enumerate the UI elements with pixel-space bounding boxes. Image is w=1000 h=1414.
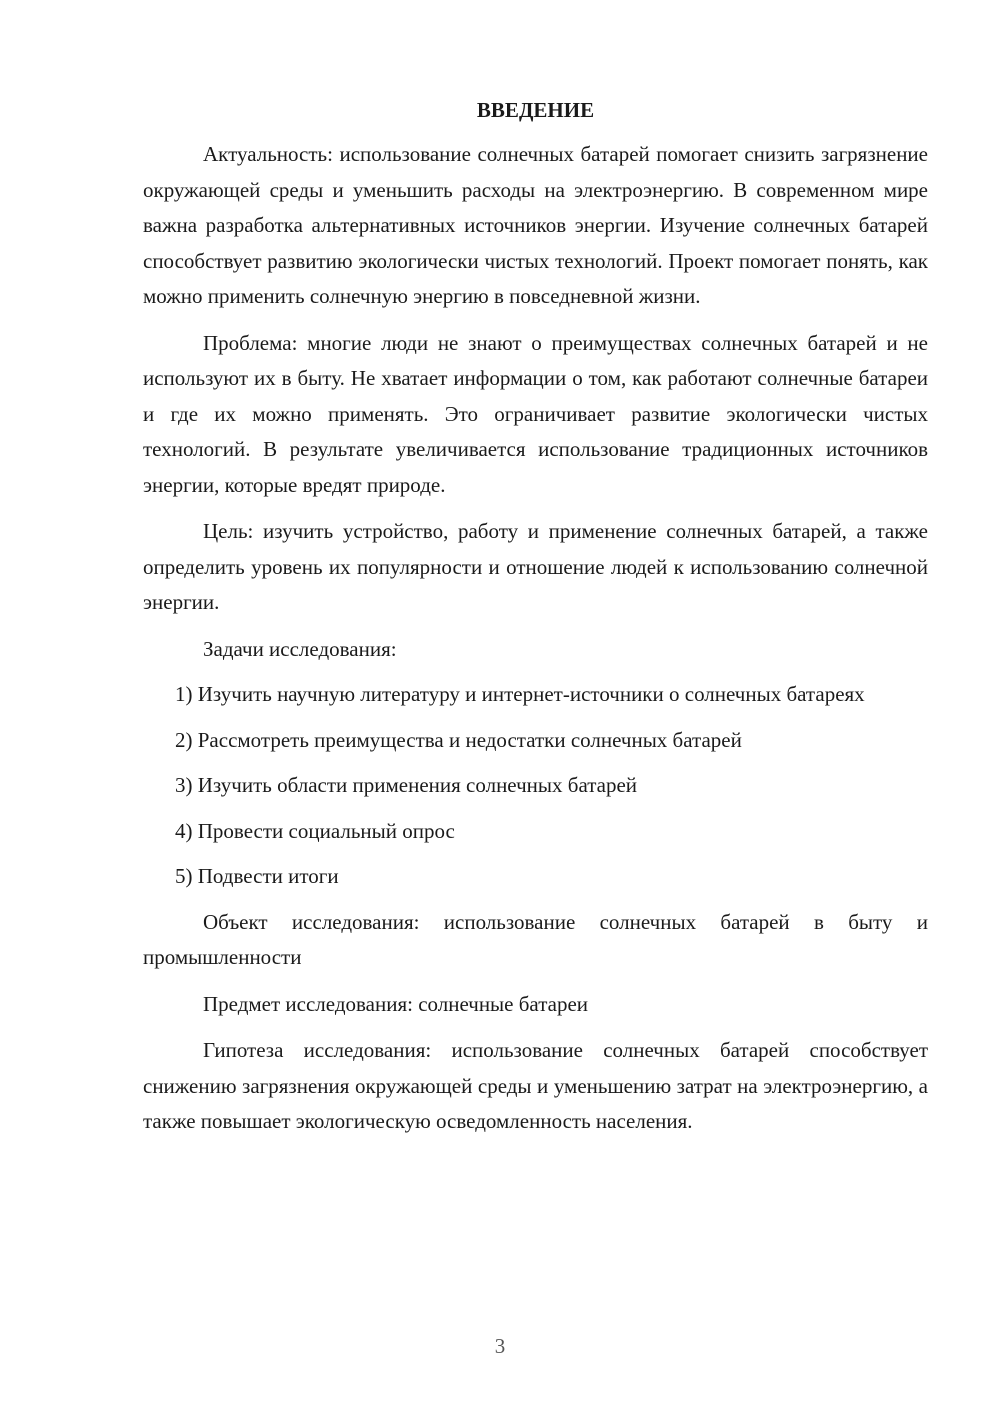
- relevance-paragraph: Актуальность: использование солнечных батарей помогает снизить загрязнение окружающей среды и уменьшить расходы на электроэнергию. В современном мире важна разработка альтернативных источников энергии. Изучение солнечных батарей способствует развитию экологически чистых технологий. Проект помогает понять, как можно применить солнечную энергию в повседневной жизни.: [143, 142, 928, 308]
- section-heading: ВВЕДЕНИЕ: [476, 98, 595, 122]
- task-item: 4) Провести социальный опрос: [175, 818, 455, 843]
- task-item: 3) Изучить области применения солнечных батарей: [175, 773, 638, 797]
- problem-paragraph: Проблема: многие люди не знают о преимуществах солнечных батарей и не используют их в быту. Не хватает информации о том, как работают солнечные батареи и где их можно применять. Это ограничивает развитие экологически чистых технологий. В результате увеличивается использование традиционных источников энергии, которые вредят природе.: [143, 330, 928, 497]
- goal-paragraph: Цель: изучить устройство, работу и применение солнечных батарей, а также определить уровень их популярности и отношение людей к использованию солнечной энергии.: [143, 519, 928, 614]
- object-paragraph: Объект исследования: использование солнечных батарей в быту и промышленности: [143, 909, 928, 969]
- hypothesis-paragraph: Гипотеза исследования: использование солнечных батарей способствует снижению загрязнения окружающей среды и уменьшению затрат на электроэнергию, а также повышает экологическую осведомленность населения.: [143, 1038, 928, 1133]
- task-item: 2) Рассмотреть преимущества и недостатки солнечных батарей: [175, 727, 742, 752]
- task-item: 1) Изучить научную литературу и интернет-источники о солнечных батареях: [175, 682, 865, 706]
- document-page: [143, 92, 928, 1151]
- tasks-title: Задачи исследования:: [203, 636, 397, 661]
- page-number: 3: [494, 1334, 506, 1358]
- task-item: 5) Подвести итоги: [175, 864, 339, 888]
- subject-paragraph: Предмет исследования: солнечные батареи: [203, 991, 589, 1016]
